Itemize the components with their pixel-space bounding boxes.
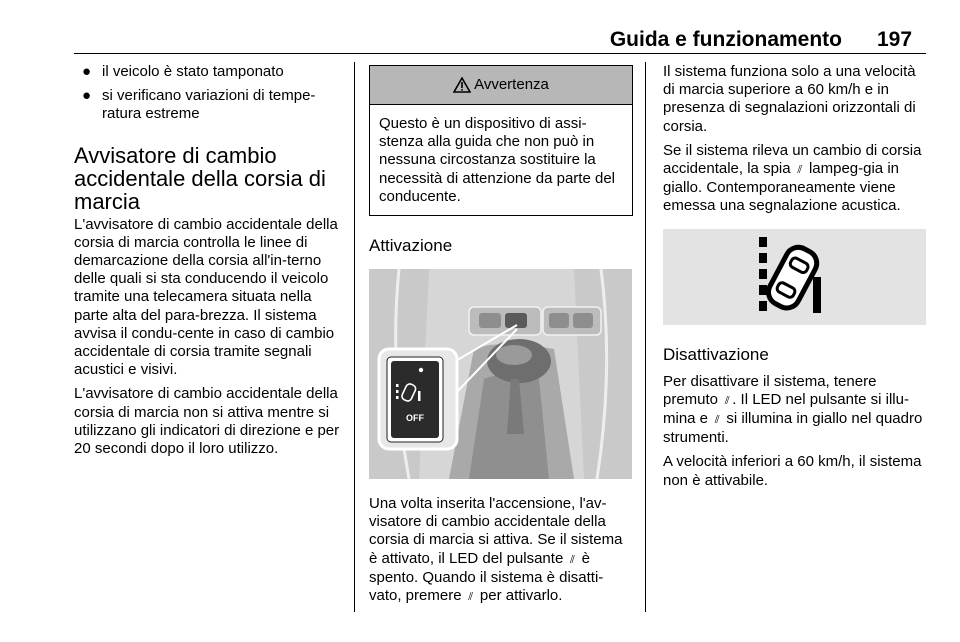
warning-header: Avvertenza [370,66,632,105]
off-button-label: OFF [406,413,424,424]
paragraph: Se il sistema rileva un cambio di corsia accidentale, la spia ⫽ lampeg-gia in giallo. Contemporaneamente viene emessa una segnalazione acustica. [663,141,922,215]
paragraph: Il sistema funziona solo a una velocità di marcia superiore a 60 km/h e in presenza di segnalazioni orizzontali di corsia. [663,63,916,135]
paragraph: A velocità inferiori a 60 km/h, il sistema non è attivabile. [663,453,922,489]
column-2 [369,63,632,612]
list-item: ● il veicolo è stato tamponato [82,63,284,80]
paragraph: Per disattivare il sistema, tenere premuto ⫽ . Il LED nel pulsante si illu-mina e ⫽ si illumina in giallo nel quadro strumenti. [663,372,923,447]
console-illustration [369,269,632,479]
column-1 [74,63,344,464]
paragraph: Una volta inserita l'accensione, l'av-visatore di cambio accidentale della corsia di marcia si attiva. Se il sistema è attivato, il LED del pulsante ⫽ è spento. Quando il sistema è disatti-vato, premere ⫽ per attivarlo. [369,495,632,606]
warning-triangle-icon [453,77,471,93]
column-3 [663,63,928,496]
lane-departure-icon: ⫽ [724,393,730,407]
lane-departure-icon: ⫽ [797,163,803,177]
column-divider [354,62,355,612]
column-divider [645,62,646,612]
lane-departure-icon [663,229,926,325]
lane-departure-icon: ⫽ [570,552,575,566]
running-header: Guida e funzionamento [609,28,842,51]
warning-box [369,65,633,216]
lane-departure-icon: ⫽ [468,590,474,604]
paragraph: L'avvisatore di cambio accidentale della corsia di marcia controlla le linee di demarcazione della corsia all'in-terno delle quali si sta conducendo il veicolo tramite una telecamera situata nella parte alta del para-brezza. Il sistema avvisa il condu-cente in caso di cambio accidentale di corsia tramite segnali acustici e visivi. [74,215,338,379]
lane-departure-icon: ⫽ [714,413,720,427]
section-subheading: Disattivazione [663,344,769,364]
paragraph: L'avvisatore di cambio accidentale della corsia di marcia non si attiva mentre si utilizzano gli indicatori di direzione e per 20 secondi dopo il loro utilizzo. [74,385,340,458]
section-subheading: Attivazione [369,236,453,256]
list-item: ● si verificano variazioni di tempe-ratura estreme [82,87,316,123]
warning-text: Questo è un dispositivo di assi-stenza alla guida che non può in nessuna circostanza sostituire la necessità di attenzione da parte del conducente. [379,115,615,205]
header-rule [74,53,926,54]
page-number: 197 [877,28,913,51]
section-heading: Avvisatore di cambio accidentale della corsia di marcia [74,142,326,214]
